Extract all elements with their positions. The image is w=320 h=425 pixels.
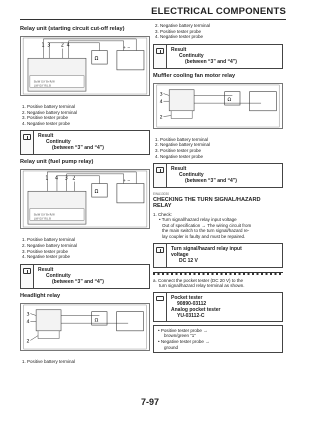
section-code: EWA13030 bbox=[153, 192, 170, 197]
connect-instruction: a. Connect the pocket tester (DC 20 V) to the turn signal/hazard relay terminal as shown. bbox=[153, 277, 245, 289]
list-item: 3. Positive tester probe bbox=[22, 248, 69, 254]
list-item: 1. Positive battery terminal bbox=[155, 136, 209, 142]
tool-box: Pocket tester 90890-03112 Analog pocket tester YU-03112-C bbox=[153, 292, 283, 322]
list-item: 1. Positive battery terminal bbox=[22, 104, 76, 109]
result-line1: Continuity bbox=[179, 52, 204, 59]
svg-text:+ −: + − bbox=[122, 177, 131, 183]
list-item: 2. Negative battery terminal bbox=[22, 109, 78, 115]
svg-text:Ω: Ω bbox=[94, 57, 99, 63]
label-3: 3 bbox=[47, 43, 51, 49]
list-item: 3. Positive tester probe bbox=[155, 28, 202, 34]
fuel-pump-result-box bbox=[20, 264, 150, 289]
page-number: 7-97 bbox=[140, 397, 159, 407]
right-column bbox=[153, 22, 283, 353]
svg-text:L/W G/Y R/L B: L/W G/Y R/L B bbox=[33, 84, 51, 88]
section-title-turn-signal: CHECKING THE TURN SIGNAL/HAZARD RELAY bbox=[153, 196, 261, 209]
svg-text:3: 3 bbox=[64, 177, 68, 183]
left-column bbox=[20, 22, 150, 364]
section-title-headlight-relay: Headlight relay bbox=[20, 292, 61, 299]
header-rule bbox=[20, 19, 286, 20]
result-title: Result bbox=[38, 266, 54, 273]
spec-icon bbox=[154, 244, 167, 267]
result-icon bbox=[154, 164, 167, 187]
result-title: Result bbox=[171, 46, 187, 53]
svg-text:+ −: + − bbox=[122, 44, 131, 50]
result-line2: (between “3” and “4”) bbox=[52, 145, 104, 152]
fuel-pump-relay-diagram bbox=[20, 169, 150, 229]
label-2: 2 bbox=[60, 43, 64, 49]
list-item: 2. Negative battery terminal bbox=[155, 23, 211, 28]
headlight-relay-diagram bbox=[20, 303, 150, 351]
turn-signal-check-text: 1. Check: • Turn signal/hazard relay input voltage Out of specification → The wiring circuit from the main switch to the turn signal/hazard re- lay coupler is faulty and must be repaired. bbox=[153, 211, 252, 240]
section-title-fan-relay: Muffler cooling fan motor relay bbox=[153, 72, 236, 79]
result-line2: (between “3” and “4”) bbox=[185, 58, 237, 65]
headlight-steps-list bbox=[20, 359, 150, 365]
svg-text:4: 4 bbox=[26, 319, 30, 325]
procedure-divider bbox=[153, 272, 283, 278]
result-icon bbox=[154, 45, 167, 68]
section-title-cutoff-relay: Relay unit (starting circuit cut-off relay) bbox=[20, 26, 125, 32]
label-4: 4 bbox=[66, 43, 70, 49]
svg-text:2: 2 bbox=[72, 177, 76, 183]
list-item: 4. Negative tester probe bbox=[155, 153, 204, 159]
svg-text:Ω: Ω bbox=[227, 97, 232, 103]
label-1: 1 bbox=[41, 43, 45, 49]
list-item: 4. Negative tester probe bbox=[22, 254, 71, 260]
result-line1: Continuity bbox=[179, 172, 204, 179]
fan-relay-diagram bbox=[153, 83, 283, 129]
list-item: 1. Positive battery terminal bbox=[22, 358, 76, 364]
result-line1: Continuity bbox=[46, 272, 71, 279]
svg-text:Ω: Ω bbox=[94, 318, 99, 323]
page-header-title: ELECTRICAL COMPONENTS bbox=[151, 6, 286, 17]
fan-steps-list bbox=[153, 137, 283, 159]
list-item: 3. Positive tester probe bbox=[155, 147, 202, 153]
section-title-fuel-pump-relay: Relay unit (fuel pump relay) bbox=[20, 159, 94, 166]
result-icon bbox=[21, 265, 34, 288]
svg-text:L/W G/Y R/L B: L/W G/Y R/L B bbox=[33, 217, 51, 221]
svg-text:2: 2 bbox=[26, 339, 30, 345]
list-item: 1. Positive battery terminal bbox=[22, 237, 76, 243]
svg-text:3: 3 bbox=[26, 312, 30, 318]
cutoff-result-box bbox=[20, 130, 150, 155]
svg-text:Ω: Ω bbox=[94, 190, 99, 196]
result-icon bbox=[21, 131, 34, 154]
svg-text:1: 1 bbox=[45, 177, 49, 183]
svg-text:Sb/W G/Y Br R/W: Sb/W G/Y Br R/W bbox=[33, 80, 55, 84]
cutoff-relay-diagram bbox=[20, 36, 150, 96]
probe-instruction-box: • Positive tester probe → brown/green “1” • Negative tester probe → ground bbox=[153, 325, 283, 353]
result-line2: (between “3” and “4”) bbox=[52, 278, 104, 285]
svg-text:Sb/W G/Y Br R/W: Sb/W G/Y Br R/W bbox=[33, 213, 55, 217]
headlight-steps-continued bbox=[153, 23, 283, 40]
fuel-pump-steps-list bbox=[20, 237, 150, 259]
result-line2: (between “3” and “4”) bbox=[185, 178, 237, 185]
cutoff-steps-list bbox=[20, 104, 150, 126]
svg-text:4: 4 bbox=[159, 99, 163, 105]
list-item: 4. Negative tester probe bbox=[155, 34, 204, 40]
tool-icon bbox=[154, 293, 167, 321]
svg-text:4: 4 bbox=[55, 177, 59, 183]
svg-text:3: 3 bbox=[159, 92, 163, 98]
list-item: 2. Negative battery terminal bbox=[155, 142, 211, 148]
svg-text:2: 2 bbox=[159, 115, 163, 121]
list-item: 4. Negative tester probe bbox=[22, 120, 71, 126]
headlight-result-box bbox=[153, 44, 283, 69]
result-title: Result bbox=[171, 166, 187, 173]
list-item: 2. Negative battery terminal bbox=[22, 242, 78, 248]
fan-result-box bbox=[153, 163, 283, 188]
voltage-spec-box: Turn signal/hazard relay input voltage DC 12 V bbox=[153, 243, 283, 268]
result-line1: Continuity bbox=[46, 139, 71, 146]
list-item: 3. Positive tester probe bbox=[22, 115, 69, 121]
result-title: Result bbox=[38, 133, 54, 140]
